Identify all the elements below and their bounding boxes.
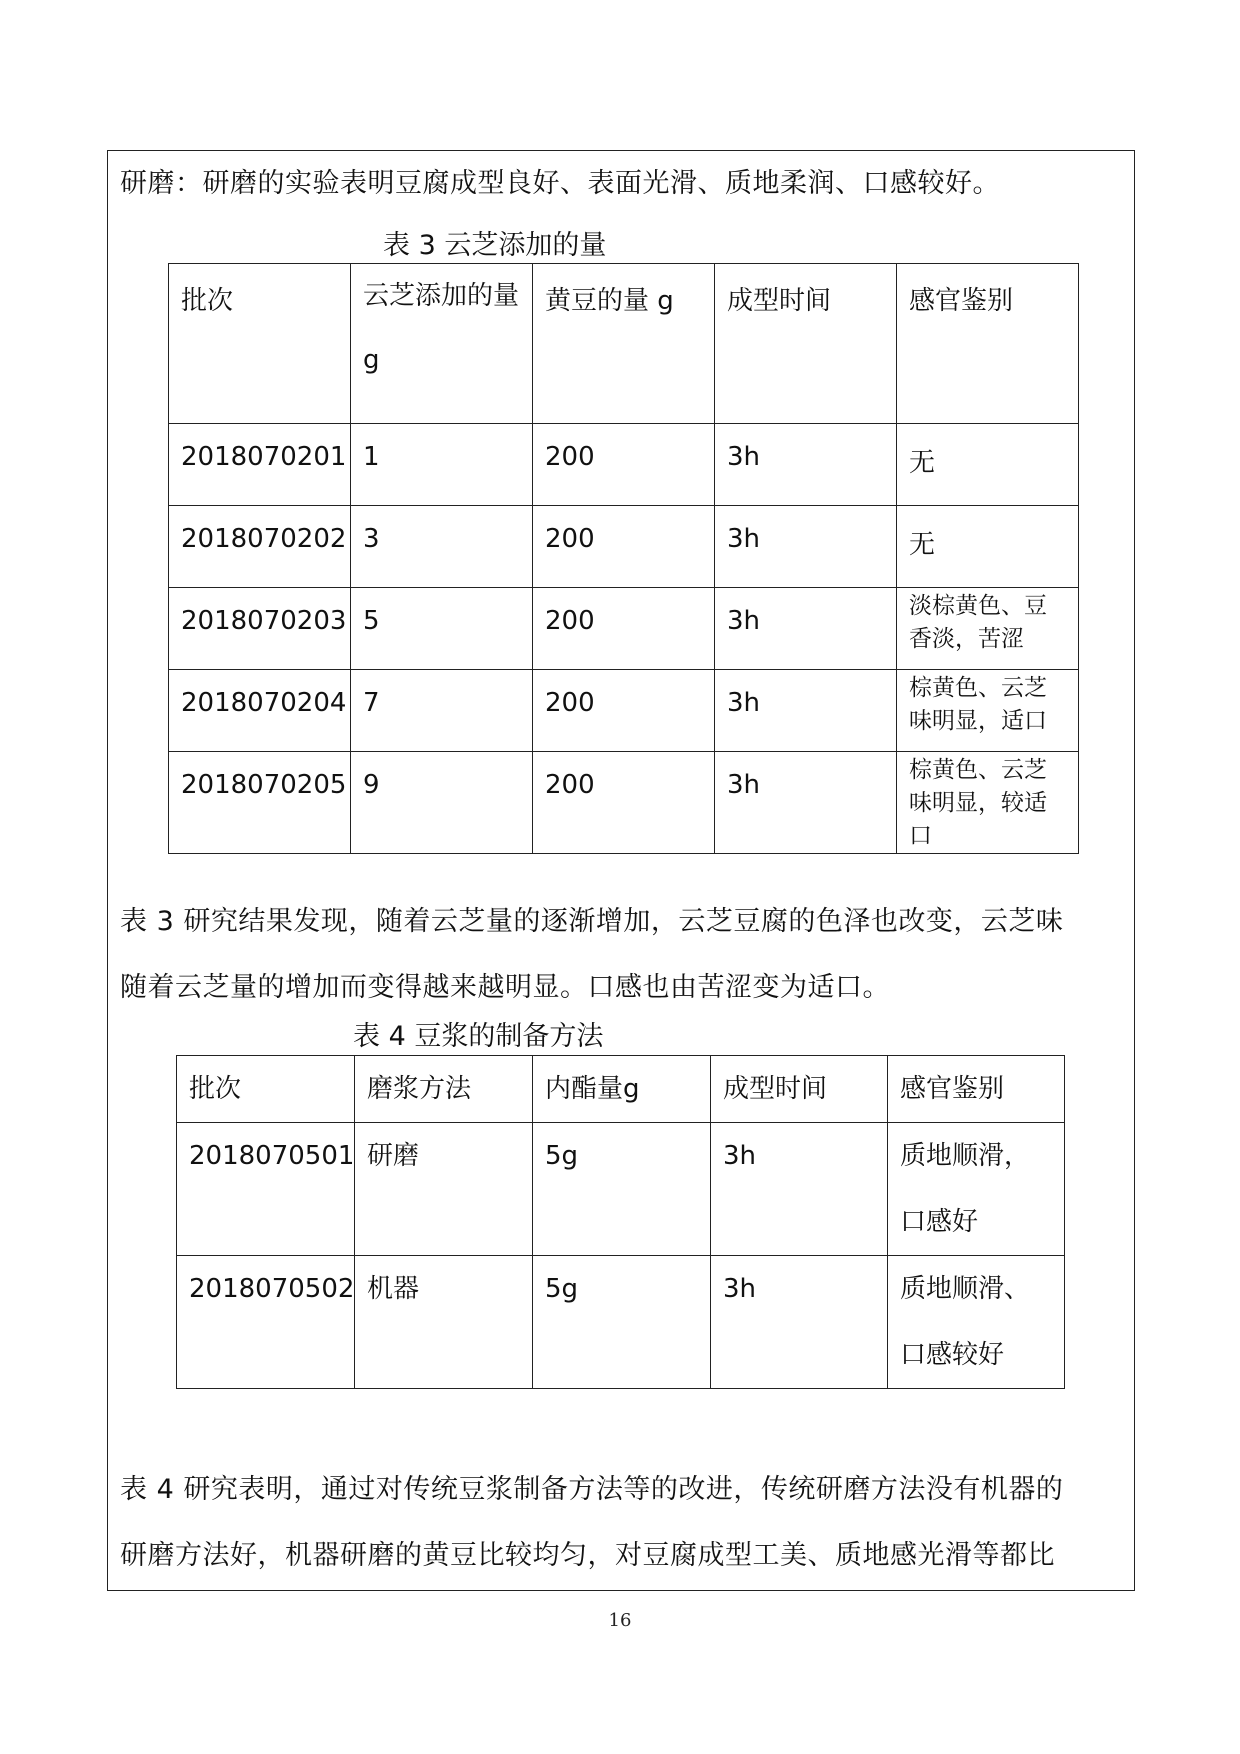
table-row bbox=[177, 1256, 1065, 1389]
table-cell: 无 bbox=[897, 424, 1079, 506]
table-cell: 200 bbox=[533, 670, 715, 752]
table-cell: 2018070204 bbox=[169, 670, 351, 752]
table-cell: 5g bbox=[533, 1123, 711, 1256]
table-cell: 1 bbox=[351, 424, 533, 506]
table3-header-cell: 云芝添加的量 g bbox=[351, 264, 533, 424]
table-cell: 质地顺滑、口感较好 bbox=[888, 1256, 1065, 1389]
table3-header-cell: 批次 bbox=[169, 264, 351, 424]
table4-header-row bbox=[177, 1056, 1065, 1123]
table-cell: 2018070201 bbox=[169, 424, 351, 506]
table4-conclusion-line: 表 4 研究表明，通过对传统豆浆制备方法等的改进，传统研磨方法没有机器的 bbox=[120, 1474, 1064, 1505]
table-cell: 200 bbox=[533, 506, 715, 588]
table4-conclusion-line: 研磨方法好，机器研磨的黄豆比较均匀，对豆腐成型工美、质地感光滑等都比 bbox=[120, 1540, 1055, 1571]
table3-caption: 表 3 云芝添加的量 bbox=[383, 230, 607, 261]
table-cell: 棕黄色、云芝味明显，适口 bbox=[897, 670, 1079, 752]
page-frame bbox=[107, 150, 1135, 1591]
table4-header-cell: 内酯量g bbox=[533, 1056, 711, 1123]
table-cell: 质地顺滑，口感好 bbox=[888, 1123, 1065, 1256]
table-cell: 5g bbox=[533, 1256, 711, 1389]
table3-header-cell: 感官鉴别 bbox=[897, 264, 1079, 424]
table-cell: 3h bbox=[715, 588, 897, 670]
table3-conclusion-line: 表 3 研究结果发现，随着云芝量的逐渐增加，云芝豆腐的色泽也改变，云芝味 bbox=[120, 906, 1064, 937]
table-cell: 7 bbox=[351, 670, 533, 752]
table-cell: 3h bbox=[715, 506, 897, 588]
table3-header-row bbox=[169, 264, 1079, 424]
table4 bbox=[176, 1055, 1065, 1389]
table-row bbox=[169, 752, 1079, 854]
table-row bbox=[169, 424, 1079, 506]
table3 bbox=[168, 263, 1079, 854]
table-cell: 研磨 bbox=[355, 1123, 533, 1256]
intro-paragraph: 研磨：研磨的实验表明豆腐成型良好、表面光滑、质地柔润、口感较好。 bbox=[120, 168, 1000, 199]
table-cell: 200 bbox=[533, 424, 715, 506]
table-cell: 淡棕黄色、豆香淡，苦涩 bbox=[897, 588, 1079, 670]
table3-conclusion-line: 随着云芝量的增加而变得越来越明显。口感也由苦涩变为适口。 bbox=[120, 972, 890, 1003]
table4-header-cell: 感官鉴别 bbox=[888, 1056, 1065, 1123]
table-cell: 3h bbox=[715, 670, 897, 752]
table-cell: 200 bbox=[533, 752, 715, 854]
table3-header-cell: 成型时间 bbox=[715, 264, 897, 424]
table-cell: 2018070205 bbox=[169, 752, 351, 854]
table-cell: 2018070203 bbox=[169, 588, 351, 670]
table-row bbox=[169, 588, 1079, 670]
table4-caption: 表 4 豆浆的制备方法 bbox=[353, 1021, 604, 1052]
table4-header-cell: 成型时间 bbox=[711, 1056, 888, 1123]
table-cell: 3h bbox=[715, 752, 897, 854]
table-cell: 2018070202 bbox=[169, 506, 351, 588]
table-cell: 3 bbox=[351, 506, 533, 588]
table-row bbox=[169, 670, 1079, 752]
table-row bbox=[177, 1123, 1065, 1256]
table-row bbox=[169, 506, 1079, 588]
table-cell: 棕黄色、云芝味明显，较适口 bbox=[897, 752, 1079, 854]
table-cell: 3h bbox=[711, 1123, 888, 1256]
table3-header-cell: 黄豆的量 g bbox=[533, 264, 715, 424]
table4-header-cell: 磨浆方法 bbox=[355, 1056, 533, 1123]
table-cell: 无 bbox=[897, 506, 1079, 588]
table-cell: 200 bbox=[533, 588, 715, 670]
table-cell: 2018070502 bbox=[177, 1256, 355, 1389]
page-number: 16 bbox=[608, 1610, 632, 1631]
table-cell: 2018070501 bbox=[177, 1123, 355, 1256]
table-cell: 3h bbox=[715, 424, 897, 506]
table-cell: 5 bbox=[351, 588, 533, 670]
table-cell: 机器 bbox=[355, 1256, 533, 1389]
table-cell: 9 bbox=[351, 752, 533, 854]
table-cell: 3h bbox=[711, 1256, 888, 1389]
table4-header-cell: 批次 bbox=[177, 1056, 355, 1123]
